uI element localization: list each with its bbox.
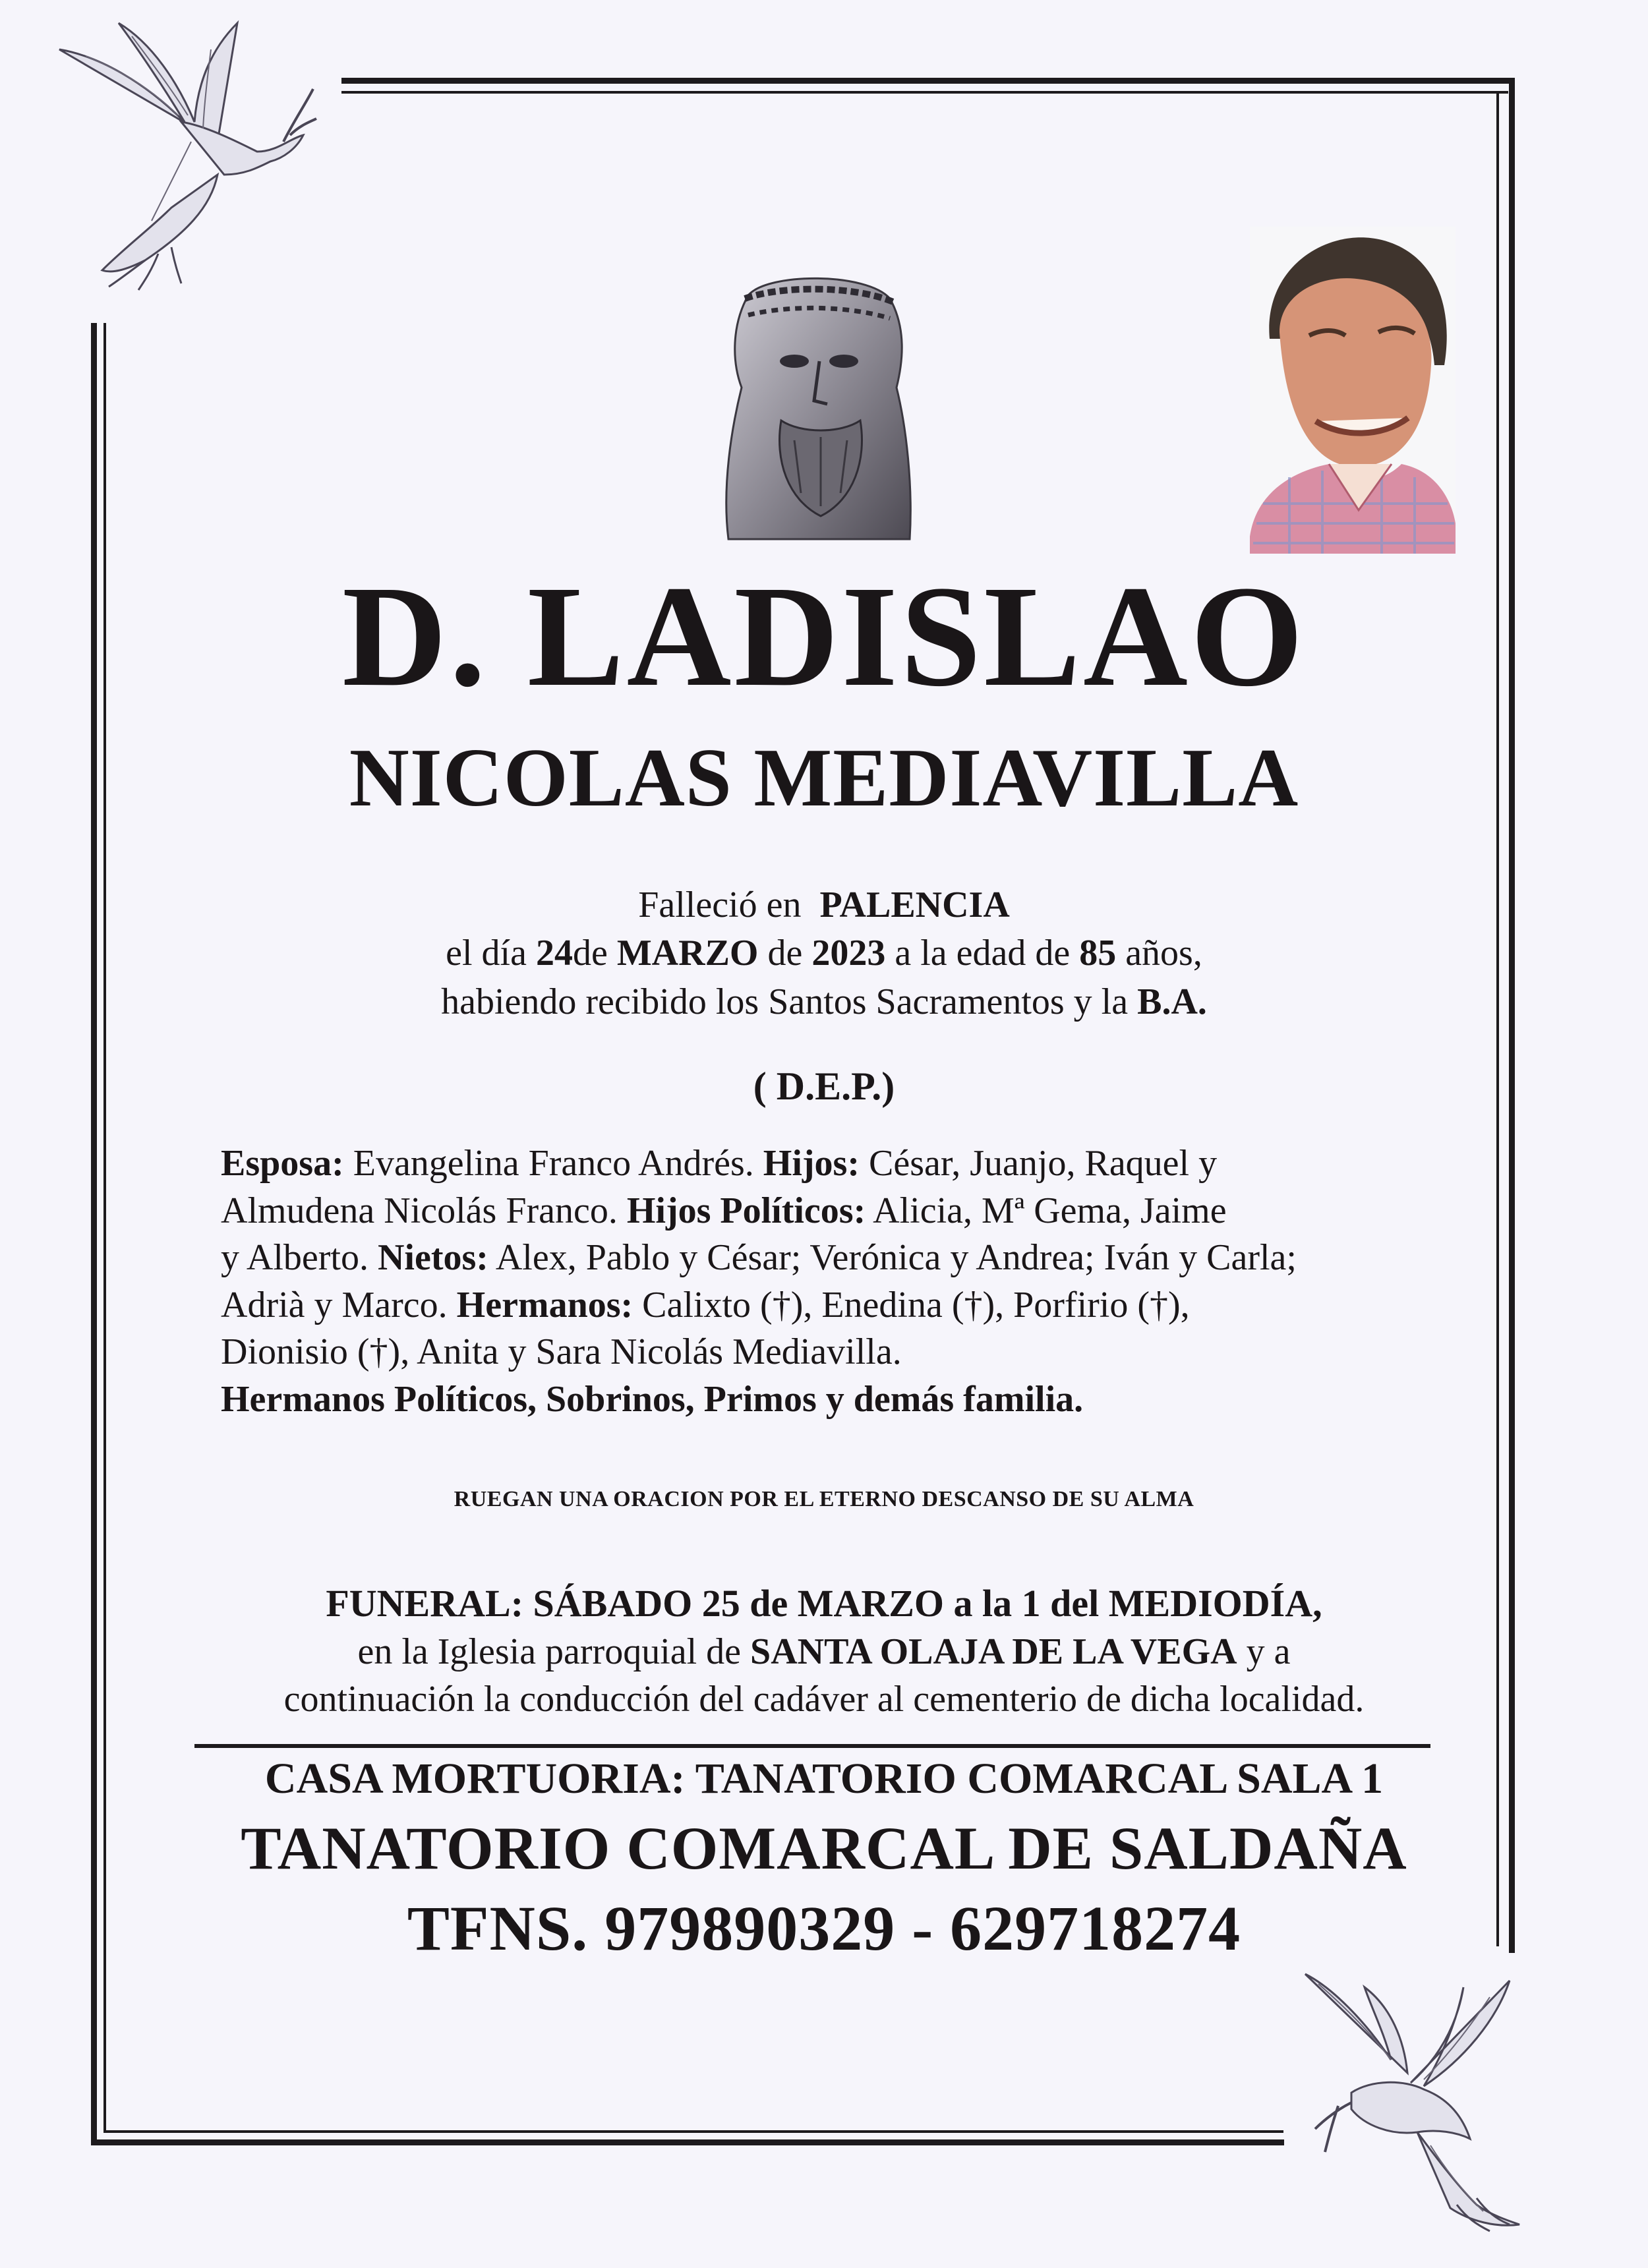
- portrait-photo: [1250, 227, 1456, 554]
- age-prefix: a la edad de: [895, 933, 1071, 974]
- family-list: [221, 1140, 1473, 1423]
- deceased-title: D. LADISLAO: [341, 556, 1307, 716]
- frame-bottom-outer: [91, 2139, 1284, 2145]
- family-line: [221, 1188, 1473, 1235]
- family-line: [221, 1235, 1473, 1282]
- mortuary-location: CASA MORTUORIA: TANATORIO COMARCAL SALA 1: [264, 1755, 1384, 1803]
- funeral-church-line: [0, 1633, 1648, 1670]
- church-prefix: en la Iglesia parroquial de: [357, 1631, 742, 1672]
- politicos-text-2: y Alberto.: [221, 1237, 368, 1278]
- deceased-surnames: NICOLAS MEDIAVILLA: [349, 732, 1299, 824]
- nietos-label: Nietos:: [377, 1237, 488, 1278]
- nietos-text-2: Adrià y Marco.: [221, 1284, 448, 1325]
- death-place: PALENCIA: [819, 885, 1010, 925]
- hijos-text-2: Almudena Nicolás Franco.: [221, 1190, 618, 1231]
- family-line: [221, 1329, 1473, 1376]
- funeral-date: FUNERAL: SÁBADO 25 de MARZO a la 1 del MEDIODÍA,: [326, 1582, 1322, 1625]
- christ-face-icon: [709, 269, 926, 546]
- church-suffix: y a: [1246, 1631, 1291, 1672]
- death-age: 85: [1079, 933, 1117, 974]
- hermanos-text-2: Dionisio (†), Anita y Sara Nicolás Mediavilla.: [221, 1331, 902, 1372]
- frame-top-inner: [341, 91, 1508, 94]
- nietos-text-1: Alex, Pablo y César; Verónica y Andrea; Iván y Carla;: [495, 1237, 1297, 1278]
- family-line: [221, 1140, 1473, 1188]
- ba-abbrev: B.A.: [1137, 981, 1207, 1022]
- frame-top-outer: [341, 78, 1515, 84]
- sacraments-line: [0, 983, 1648, 1020]
- dove-bottom-right-icon: [1292, 1961, 1529, 2234]
- death-day: 24: [535, 933, 573, 974]
- church-name: SANTA OLAJA DE LA VEGA: [750, 1631, 1237, 1672]
- death-year: 2023: [811, 933, 886, 974]
- hijos-label: Hijos:: [763, 1143, 860, 1184]
- family-closing: Hermanos Políticos, Sobrinos, Primos y demás familia.: [221, 1378, 1084, 1420]
- hijos-text-1: César, Juanjo, Raquel y: [869, 1143, 1218, 1184]
- politicos-text-1: Alicia, Mª Gema, Jaime: [873, 1190, 1227, 1231]
- politicos-label: Hijos Políticos:: [626, 1190, 866, 1231]
- phone-numbers: TFNS. 979890329 - 629718274: [407, 1893, 1241, 1963]
- death-month: MARZO: [616, 933, 759, 974]
- date-de-2: de: [767, 933, 803, 974]
- funeral-home-name: TANATORIO COMARCAL DE SALDAÑA: [241, 1815, 1407, 1882]
- prayer-request: RUEGAN UNA ORACION POR EL ETERNO DESCANSO DE SU ALMA: [454, 1487, 1194, 1511]
- hermanos-text-1: Calixto (†), Enedina (†), Porfirio (†),: [642, 1284, 1190, 1325]
- esposa-label: Esposa:: [221, 1143, 344, 1184]
- death-place-line: [0, 887, 1648, 923]
- family-line: [221, 1282, 1473, 1329]
- dove-top-left-icon: [46, 10, 323, 293]
- esposa-text: Evangelina Franco Andrés.: [353, 1143, 754, 1184]
- date-de-1: de: [572, 933, 608, 974]
- frame-bottom-inner: [103, 2130, 1283, 2133]
- sacraments-text: habiendo recibido los Santos Sacramentos y la: [441, 981, 1129, 1022]
- funeral-cemetery-line: continuación la conducción del cadáver al cementerio de dicha localidad.: [283, 1679, 1365, 1720]
- dep-label: ( D.E.P.): [753, 1064, 895, 1108]
- date-prefix: el día: [446, 933, 527, 974]
- hermanos-label: Hermanos:: [456, 1284, 633, 1325]
- death-date-line: [0, 935, 1648, 972]
- separator-line: [194, 1744, 1430, 1748]
- death-place-prefix: Falleció en: [638, 885, 802, 925]
- age-suffix: años,: [1125, 933, 1202, 974]
